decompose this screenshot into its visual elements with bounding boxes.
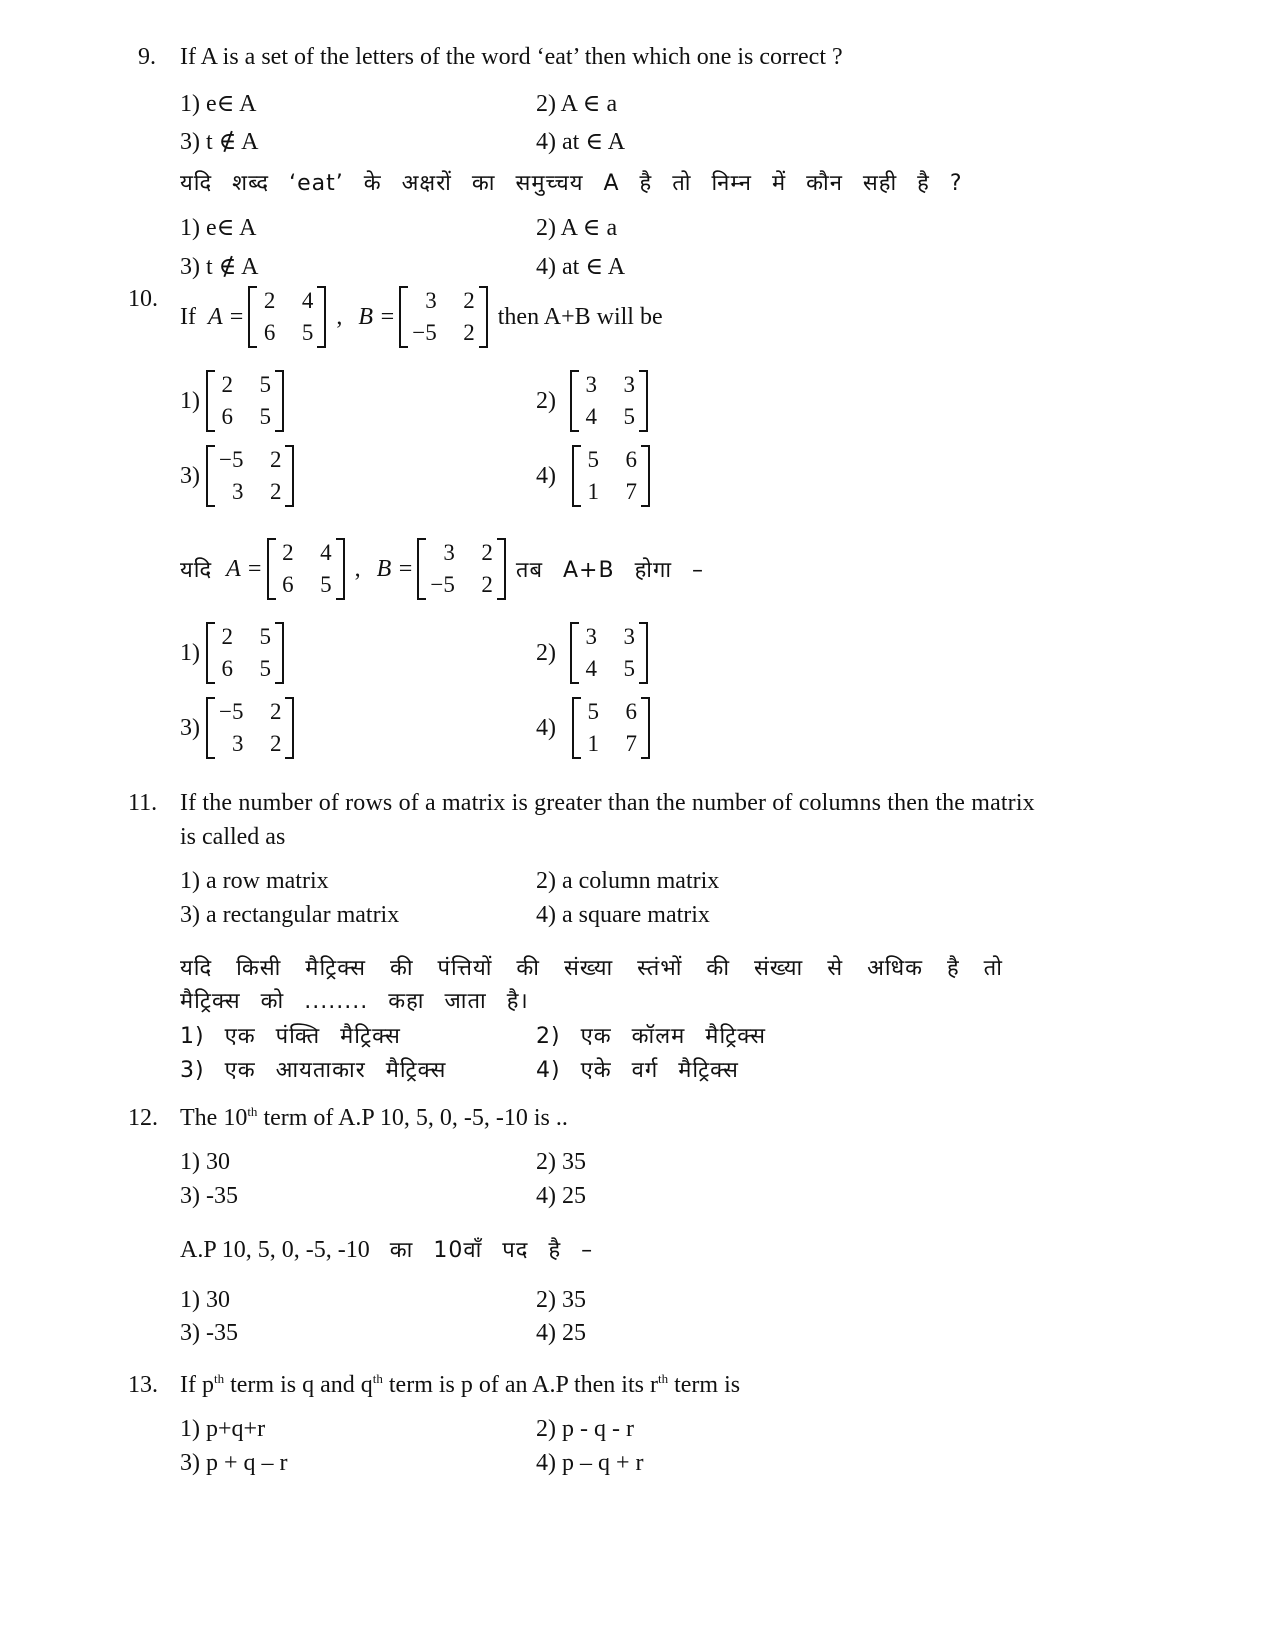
q11-question-line1: If the number of rows of a matrix is greater than the number of columns then the matrix <box>180 790 1035 816</box>
matrix-cell: 7 <box>625 479 637 504</box>
q9-hindi-option-3: 3) t ∉ A <box>180 254 259 280</box>
matrix-cell: 2 <box>263 288 276 313</box>
option-label: 3) <box>180 462 200 489</box>
q10-question-hindi <box>180 538 704 600</box>
q11-hindi-option-4: 4) एके वर्ग मैट्रिक्स <box>536 1058 739 1083</box>
q11-question-hindi-line2: मैट्रिक्स को ........ कहा जाता है। <box>180 989 529 1014</box>
q13-option-4: 4) p – q + r <box>536 1450 644 1476</box>
option-label: 2) <box>536 387 556 414</box>
option-label: 1) <box>180 387 200 414</box>
matrix-cell: 6 <box>282 572 294 597</box>
matrix-cell: 5 <box>623 656 635 681</box>
q9-number: 9. <box>138 44 156 70</box>
option-matrix <box>572 697 650 759</box>
q10-option-3 <box>180 445 294 507</box>
q12-text-post: term of A.P 10, 5, 0, -5, -10 is .. <box>257 1105 568 1131</box>
q10-question-tail: then A+B will be <box>497 303 663 330</box>
matrix-cell: 3 <box>425 288 437 313</box>
q12-question-hindi <box>180 1234 593 1264</box>
matrix-cell: 4 <box>320 540 332 565</box>
q10-hindi-option-4 <box>536 697 650 759</box>
option-matrix <box>570 622 648 684</box>
matrix-cell: 5 <box>587 699 599 724</box>
matrix-cell: 2 <box>481 572 493 597</box>
q10-hindi-option-1 <box>180 622 284 684</box>
q12-hindi-en: A.P 10, 5, 0, -5, -10 <box>180 1237 370 1263</box>
matrix-cell: 1 <box>587 479 599 504</box>
q12-option-3: 3) -35 <box>180 1183 238 1209</box>
q9-option-1: 1) e∈ A <box>180 91 257 117</box>
q10-hindi-b-label: B = <box>376 555 414 582</box>
q11-option-4: 4) a square matrix <box>536 902 710 928</box>
q12-number: 12. <box>128 1105 158 1131</box>
q10-question <box>180 286 663 348</box>
q10-option-4 <box>536 445 650 507</box>
option-label: 1) <box>180 639 200 666</box>
matrix-cell: −5 <box>412 320 437 345</box>
q11-number: 11. <box>128 790 158 816</box>
matrix-cell: 5 <box>259 624 271 649</box>
q13-text-3: term is p of an A.P then its r <box>382 1372 658 1398</box>
matrix-cell: 6 <box>263 320 276 345</box>
q9-option-3: 3) t ∉ A <box>180 129 259 155</box>
option-matrix <box>206 445 294 507</box>
q13-sup-2: th <box>372 1371 383 1386</box>
matrix-cell: 2 <box>463 320 475 345</box>
matrix-cell: 5 <box>259 656 271 681</box>
q12-hindi-option-2: 2) 35 <box>536 1287 586 1313</box>
matrix-cell: 6 <box>221 404 233 429</box>
q12-option-4: 4) 25 <box>536 1183 586 1209</box>
matrix-cell: 5 <box>259 372 271 397</box>
q12-question <box>180 1105 568 1132</box>
q12-hindi-option-1: 1) 30 <box>180 1287 230 1313</box>
matrix-cell: 2 <box>221 624 233 649</box>
option-matrix <box>206 697 294 759</box>
q9-question: If A is a set of the letters of the word ‘eat’ then which one is correct ? <box>180 44 843 70</box>
matrix-cell: 2 <box>269 699 282 724</box>
q11-option-3: 3) a rectangular matrix <box>180 902 400 928</box>
q13-text-1: If p <box>180 1372 214 1398</box>
q12-hindi-text: का 10वाँ पद है – <box>369 1238 594 1263</box>
q10-hindi-tail: तब A+B होगा – <box>515 558 705 583</box>
matrix-a <box>248 286 326 348</box>
option-label: 4) <box>536 714 556 741</box>
q12-hindi-option-3: 3) -35 <box>180 1320 238 1346</box>
q9-question-hindi: यदि शब्द ‘eat’ के अक्षरों का समुच्चय A है तो निम्न में कौन सही है ? <box>180 171 963 196</box>
q9-option-2: 2) A ∈ a <box>536 91 618 117</box>
q13-option-2: 2) p - q - r <box>536 1416 634 1442</box>
matrix-cell: 3 <box>231 479 244 504</box>
q10-b-label: B = <box>358 303 396 330</box>
matrix-cell: 5 <box>301 320 314 345</box>
q10-option-2 <box>536 370 648 432</box>
q11-hindi-option-1: 1) एक पंक्ति मैट्रिक्स <box>180 1024 401 1049</box>
option-label: 3) <box>180 714 200 741</box>
matrix-cell: 5 <box>623 404 635 429</box>
q10-comma: , <box>336 303 343 330</box>
q13-question <box>180 1372 740 1399</box>
q12-hindi-option-4: 4) 25 <box>536 1320 586 1346</box>
q13-option-1: 1) p+q+r <box>180 1416 266 1442</box>
matrix-cell: 6 <box>625 699 637 724</box>
q11-hindi-option-3: 3) एक आयताकार मैट्रिक्स <box>180 1058 447 1083</box>
matrix-cell: 4 <box>585 404 597 429</box>
q13-text-2: term is q and q <box>224 1372 373 1398</box>
q13-option-3: 3) p + q – r <box>180 1450 288 1476</box>
q11-hindi-option-2: 2) एक कॉलम मैट्रिक्स <box>536 1024 766 1049</box>
matrix-cell: 2 <box>269 731 282 756</box>
matrix-cell: 2 <box>221 372 233 397</box>
q12-text-pre: The 10 <box>180 1105 248 1131</box>
matrix-cell: 5 <box>587 447 599 472</box>
q13-sup-3: th <box>657 1371 669 1386</box>
option-matrix <box>570 370 648 432</box>
q9-option-4: 4) at ∈ A <box>536 129 626 155</box>
matrix-cell: 4 <box>301 288 314 313</box>
matrix-a <box>267 538 345 600</box>
matrix-b <box>399 286 487 348</box>
q10-hindi-option-2 <box>536 622 648 684</box>
q10-number: 10. <box>128 286 158 312</box>
matrix-cell: 2 <box>481 540 493 565</box>
q11-option-1: 1) a row matrix <box>180 868 329 894</box>
option-matrix <box>206 622 284 684</box>
matrix-cell: 6 <box>221 656 233 681</box>
q11-question-hindi-line1: यदि किसी मैट्रिक्स की पंत्तियों की संख्या स्तंभों की संख्या से अधिक है तो <box>180 956 1003 981</box>
matrix-cell: 6 <box>625 447 637 472</box>
q10-a-label: A = <box>207 303 245 330</box>
q9-hindi-option-4: 4) at ∈ A <box>536 254 626 280</box>
q13-sup-1: th <box>213 1371 225 1386</box>
q10-if: If <box>180 303 196 330</box>
q10-hindi-if: यदि <box>180 558 213 583</box>
matrix-cell: 4 <box>585 656 597 681</box>
q12-option-2: 2) 35 <box>536 1149 586 1175</box>
q10-hindi-option-3 <box>180 697 294 759</box>
matrix-cell: 2 <box>282 540 294 565</box>
matrix-cell: 2 <box>463 288 475 313</box>
matrix-cell: 2 <box>269 479 282 504</box>
q13-number: 13. <box>128 1372 158 1398</box>
q11-question-line2: is called as <box>180 824 286 850</box>
matrix-cell: −5 <box>430 572 455 597</box>
matrix-cell: 3 <box>585 624 597 649</box>
q12-option-1: 1) 30 <box>180 1149 230 1175</box>
matrix-cell: 2 <box>269 447 282 472</box>
matrix-cell: −5 <box>219 447 244 472</box>
option-label: 2) <box>536 639 556 666</box>
option-label: 4) <box>536 462 556 489</box>
q11-option-2: 2) a column matrix <box>536 868 720 894</box>
option-matrix <box>572 445 650 507</box>
q10-hindi-comma: , <box>354 555 361 582</box>
matrix-cell: 3 <box>585 372 597 397</box>
matrix-cell: 7 <box>625 731 637 756</box>
q9-hindi-option-2: 2) A ∈ a <box>536 215 618 241</box>
q10-hindi-a-label: A = <box>226 555 263 582</box>
matrix-cell: 3 <box>623 624 635 649</box>
matrix-cell: 3 <box>231 731 244 756</box>
q12-superscript: th <box>247 1104 258 1119</box>
matrix-cell: 3 <box>623 372 635 397</box>
q9-hindi-option-1: 1) e∈ A <box>180 215 257 241</box>
matrix-cell: 1 <box>587 731 599 756</box>
matrix-cell: −5 <box>219 699 244 724</box>
matrix-cell: 5 <box>320 572 332 597</box>
q13-text-4: term is <box>668 1372 741 1398</box>
matrix-b <box>417 538 505 600</box>
option-matrix <box>206 370 284 432</box>
q10-option-1 <box>180 370 284 432</box>
matrix-cell: 3 <box>443 540 455 565</box>
matrix-cell: 5 <box>259 404 271 429</box>
